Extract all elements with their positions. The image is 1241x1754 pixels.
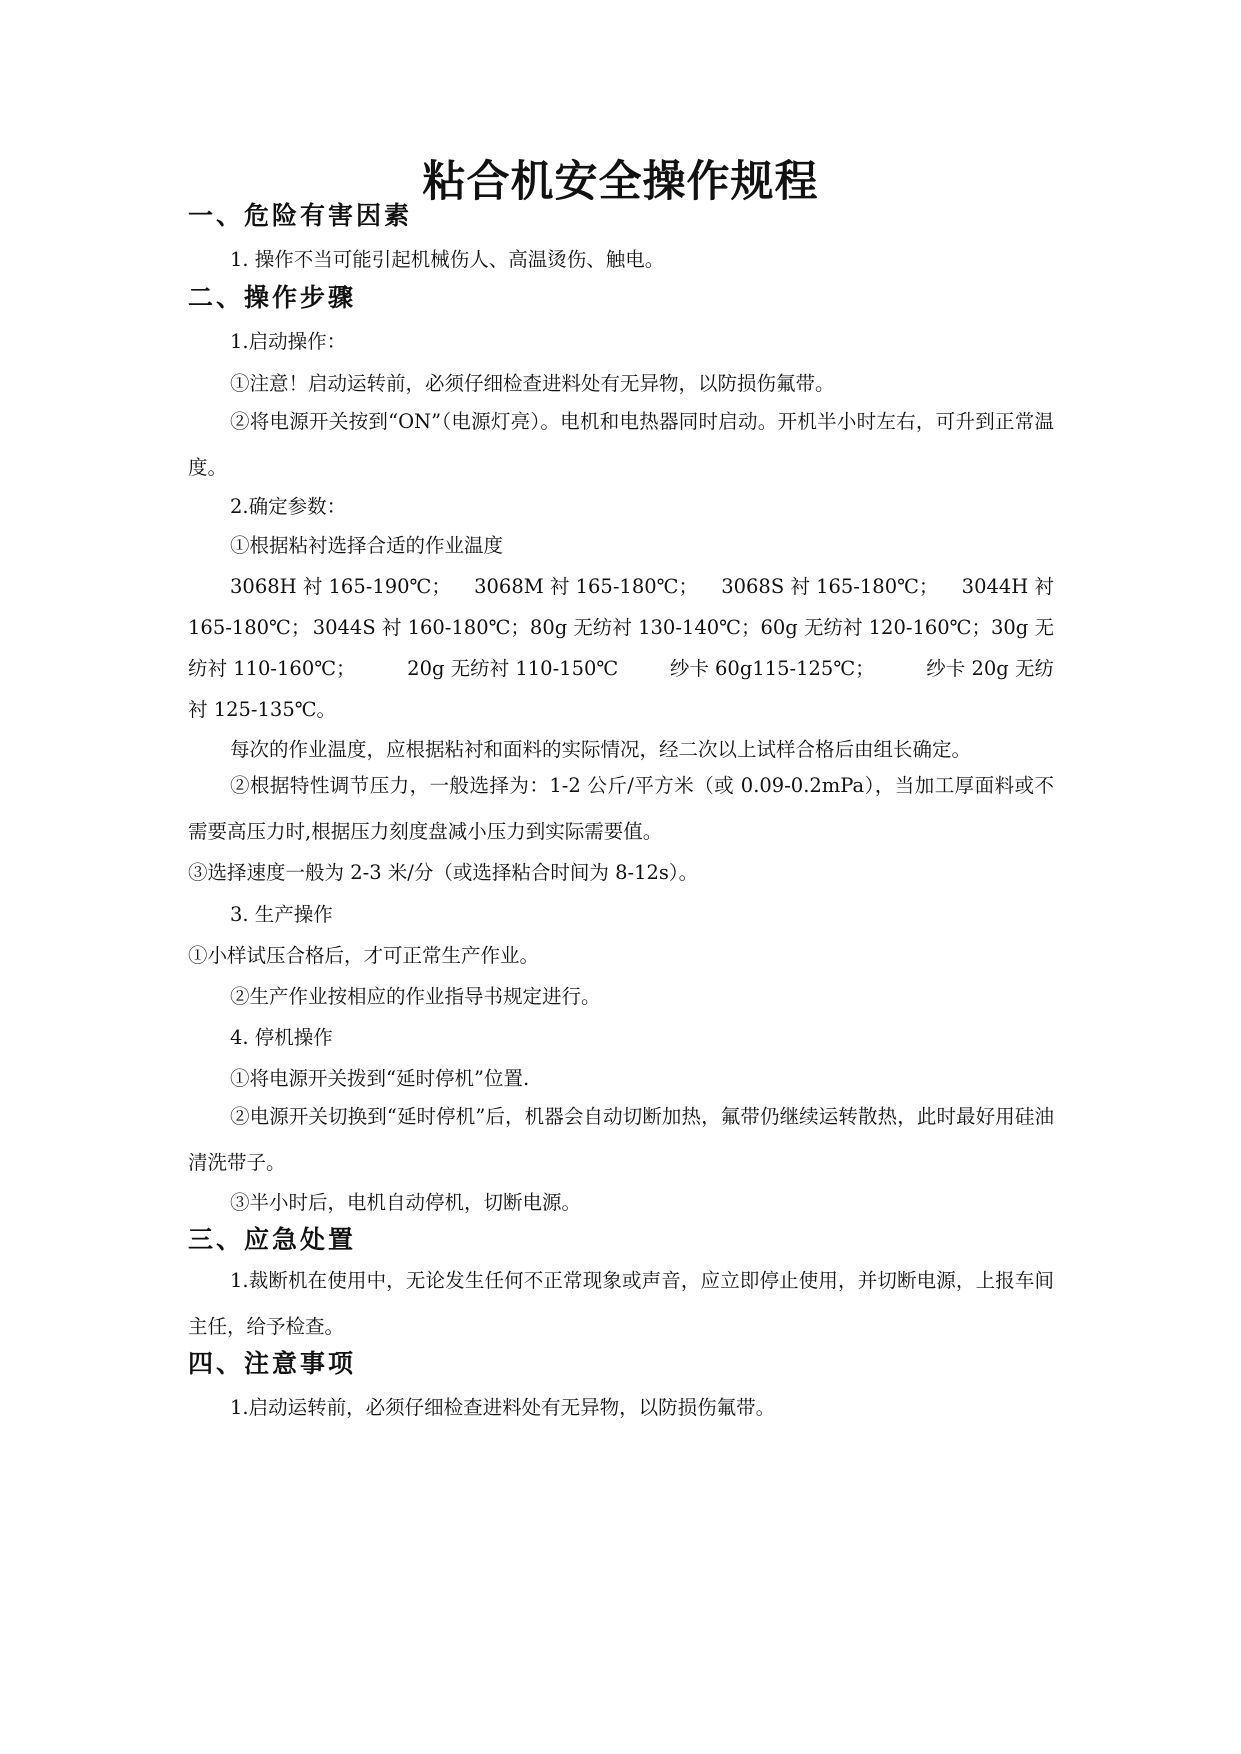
hazard-item-1: 1. 操作不当可能引起机械伤人、高温烫伤、触电。 xyxy=(230,248,665,271)
temp-value: 纱卡 20g 无纺 xyxy=(926,657,1054,680)
temp-value: 3044S 衬 160-180℃；80g 无纺衬 130-140℃；60g 无纺衬 120-160℃；30g 无 xyxy=(312,616,1054,639)
step-production-item-1: ①小样试压合格后，才可正常生产作业。 xyxy=(188,944,540,967)
temperature-row-4: 衬 125-135℃。 xyxy=(188,698,337,721)
temp-value: 纺衬 110-160℃； xyxy=(188,657,356,680)
temp-value: 纱卡 60g115-125℃； xyxy=(669,657,875,680)
step-params-pressure: ②根据特性调节压力，一般选择为：1-2 公斤/平方米（或 0.09-0.2mPa），当加工厚面料或不需要高压力时,根据压力刻度盘减小压力到实际需要值。 xyxy=(188,774,1054,843)
step-start-item-2: ②将电源开关按到“ON”（电源灯亮）。电机和电热器同时启动。开机半小时左右，可升到正常温度。 xyxy=(188,410,1054,479)
temperature-row-3 xyxy=(188,654,1054,684)
step-production-item-2: ②生产作业按相应的作业指导书规定进行。 xyxy=(230,985,601,1008)
temp-value: 165-180℃； xyxy=(188,616,311,639)
step-start-title: 1.启动操作： xyxy=(230,330,347,353)
step-params-title: 2.确定参数： xyxy=(230,495,347,518)
notes-item-1: 1.启动运转前，必须仔细检查进料处有无异物，以防损伤氟带。 xyxy=(230,1396,776,1419)
page-title: 粘合机安全操作规程 xyxy=(422,157,819,207)
temp-value: 3068H 衬 165-190℃； xyxy=(230,575,451,598)
section-heading-hazards: 一、危险有害因素 xyxy=(188,201,413,230)
step-stop-item-3: ③半小时后，电机自动停机，切断电源。 xyxy=(230,1191,582,1214)
temp-value: 3068M 衬 165-180℃； xyxy=(474,575,698,598)
step-params-speed: ③选择速度一般为 2-3 米/分（或选择粘合时间为 8-12s）。 xyxy=(188,861,699,884)
temperature-row-1 xyxy=(230,572,1054,602)
temp-value: 3068S 衬 165-180℃； xyxy=(721,575,939,598)
step-stop-title: 4. 停机操作 xyxy=(230,1026,333,1049)
step-production-title: 3. 生产操作 xyxy=(230,903,333,926)
step-params-note: 每次的作业温度，应根据粘衬和面料的实际情况，经二次以上试样合格后由组长确定。 xyxy=(230,738,972,761)
emergency-item-1: 1.裁断机在使用中，无论发生任何不正常现象或声音，应立即停止使用，并切断电源，上报车间主任，给予检查。 xyxy=(188,1269,1054,1338)
temp-value: 3044H 衬 xyxy=(961,575,1054,598)
step-stop-item-1: ①将电源开关拨到“延时停机”位置. xyxy=(230,1067,530,1090)
section-heading-notes: 四、注意事项 xyxy=(188,1349,357,1378)
step-params-temp-intro: ①根据粘衬选择合适的作业温度 xyxy=(230,534,504,557)
temp-value: 20g 无纺衬 110-150℃ xyxy=(407,657,619,680)
step-stop-item-2: ②电源开关切换到“延时停机”后，机器会自动切断加热，氟带仍继续运转散热，此时最好用硅油清洗带子。 xyxy=(188,1105,1054,1174)
section-heading-emergency: 三、应急处置 xyxy=(188,1225,357,1254)
temperature-row-2 xyxy=(188,613,1054,643)
section-heading-steps: 二、操作步骤 xyxy=(188,283,357,312)
step-start-item-1: ①注意！启动运转前，必须仔细检查进料处有无异物，以防损伤氟带。 xyxy=(230,372,835,395)
